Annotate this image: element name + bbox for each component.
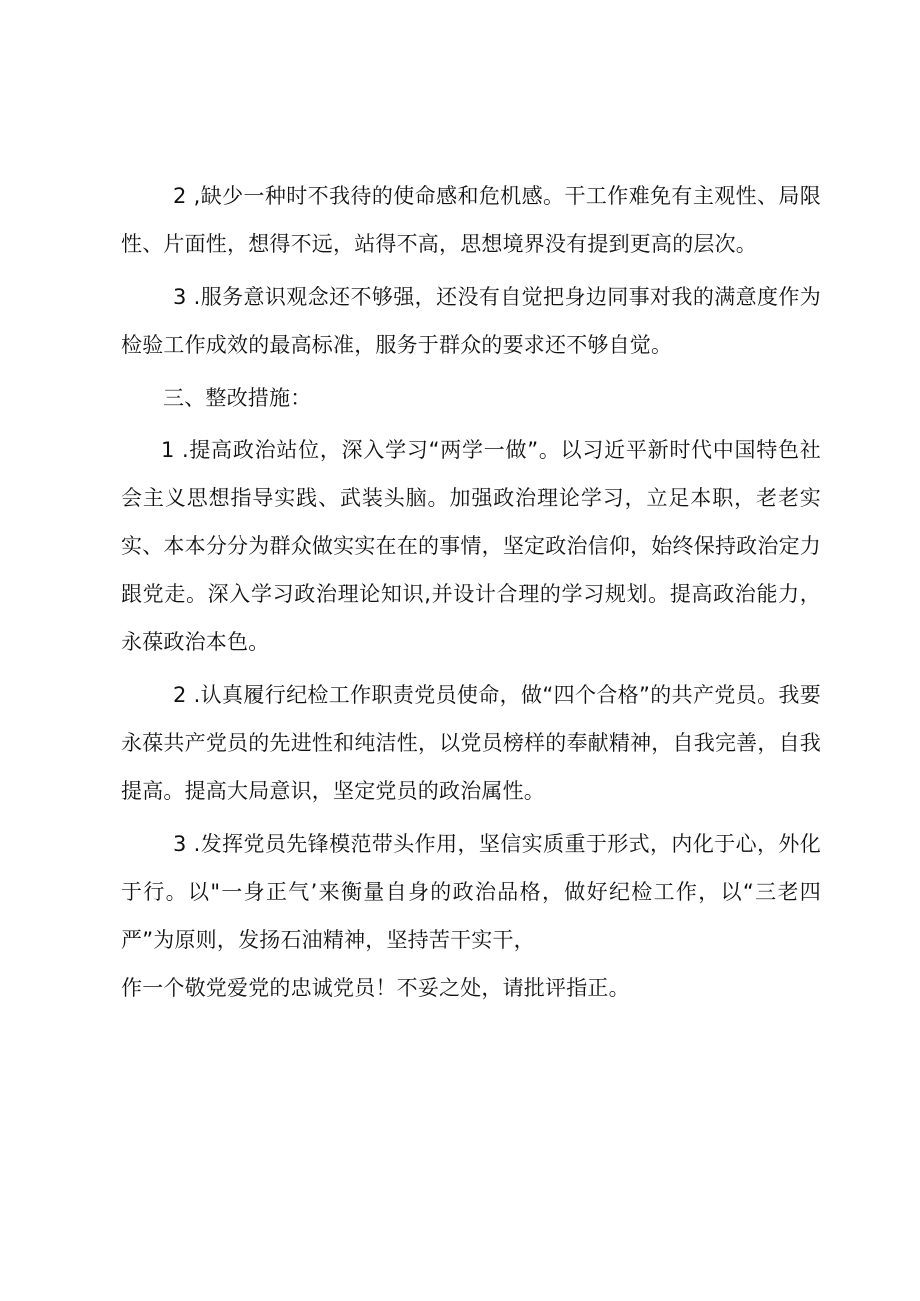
measure-item-2: 2 .认真履行纪检工作职责党员使命，做“四个合格”的共产党员。我要永葆共产党员的先进性和纯洁性，以党员榜样的奉献精神，自我完善，自我提高。提高大局意识，坚定党员的政治属性。 — [121, 683, 821, 803]
measure-item-1: 1 .提高政治站位，深入学习“两学一做”。以习近平新时代中国特色社会主义思想指导实践、武装头脑。加强政治理论学习，立足本职，老老实实、本本分分为群众做实实在在的事情，坚定政治信仰，始终保持政治定力跟党走。深入学习政治理论知识,并设计合理的学习规划。提高政治能力，永葆政治本色。 — [121, 438, 821, 654]
document-body — [121, 172, 821, 1012]
section-heading-rectification: 三、整改措施： — [163, 386, 312, 410]
measure-item-3: 3 .发挥党员先锋模范带头作用，坚信实质重于形式，内化于心，外化于行。以"一身正气’来衡量自身的政治品格，做好纪检工作，以“三老四严”为原则，发扬石油精神，坚持苦干实干， — [121, 832, 821, 952]
closing-line: 作一个敬党爱党的忠诚党员！不妥之处，请批评指正。 — [121, 976, 630, 1000]
paragraph-item-2: 2 ,缺少一种时不我待的使命感和危机感。干工作难免有主观性、局限性、片面性，想得不远，站得不高，思想境界没有提到更高的层次。 — [121, 184, 821, 256]
paragraph-item-3: 3 .服务意识观念还不够强，还没有自觉把身边同事对我的满意度作为检验工作成效的最高标准，服务于群众的要求还不够自觉。 — [121, 285, 821, 357]
